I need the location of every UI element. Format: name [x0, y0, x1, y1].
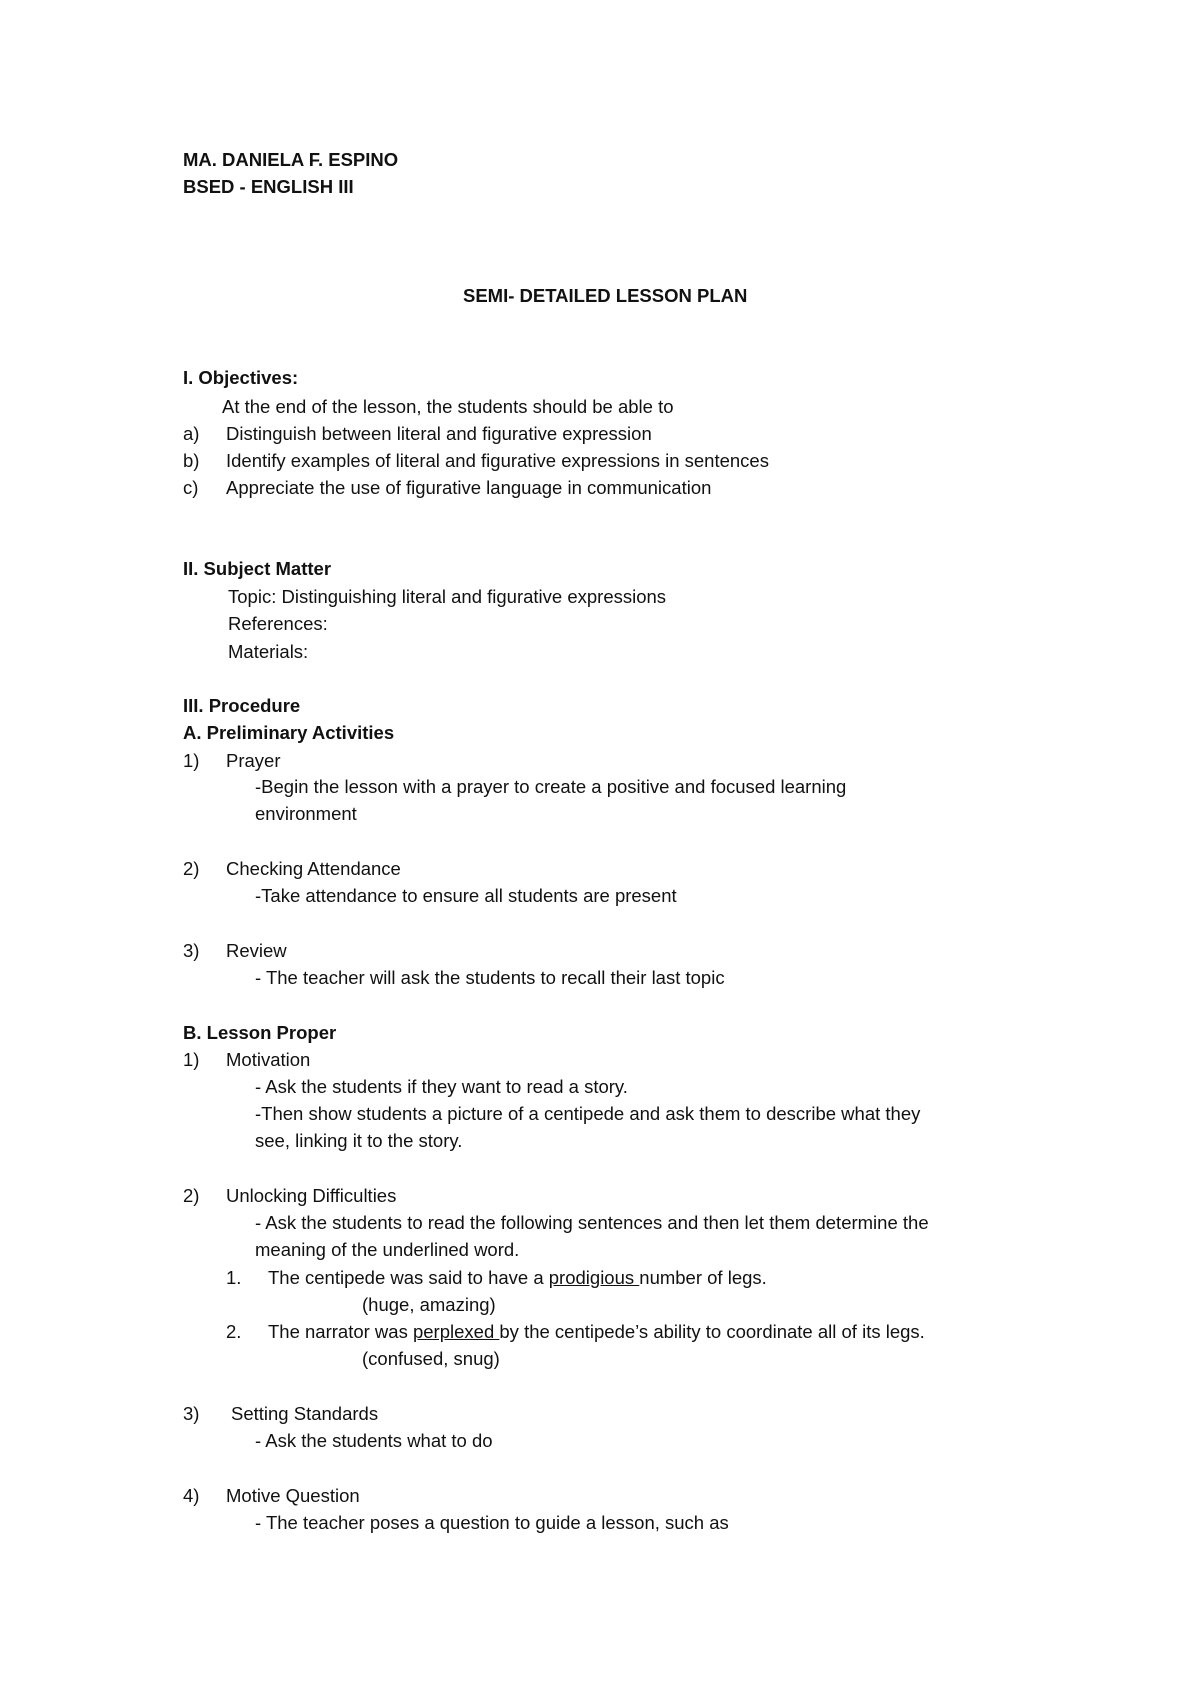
step-label-standards: Setting Standards — [231, 1403, 379, 1424]
step-detail: - Ask the students what to do — [255, 1430, 493, 1451]
subject-references: References: — [228, 613, 328, 634]
objectives-intro: At the end of the lesson, the students should be able to — [222, 396, 674, 417]
sentence-text: by the centipede’s ability to coordinate all of its legs. — [499, 1321, 925, 1342]
sentence-number: 2. — [226, 1321, 242, 1342]
step-marker: 2) — [183, 858, 200, 879]
word-choices: (huge, amazing) — [362, 1294, 496, 1315]
step-detail: -Begin the lesson with a prayer to create a positive and focused learning — [255, 776, 847, 797]
underlined-word: perplexed — [412, 1321, 500, 1342]
sentence-text: number of legs. — [639, 1267, 767, 1288]
step-label-motivation: Motivation — [226, 1049, 311, 1070]
step-label-unlocking: Unlocking Difficulties — [226, 1185, 397, 1206]
lesson-proper-heading: B. Lesson Proper — [183, 1022, 337, 1043]
word-choices: (confused, snug) — [362, 1348, 500, 1369]
subject-matter-heading: II. Subject Matter — [183, 558, 332, 579]
vocabulary-sentence — [268, 1267, 767, 1289]
step-detail: - Ask the students if they want to read a story. — [255, 1076, 628, 1097]
step-detail: environment — [255, 803, 357, 824]
sentence-number: 1. — [226, 1267, 242, 1288]
step-marker: 2) — [183, 1185, 200, 1206]
vocabulary-sentence — [268, 1321, 925, 1343]
underlined-word: prodigious — [548, 1267, 640, 1288]
objectives-heading: I. Objectives: — [183, 367, 299, 388]
sentence-text: The centipede was said to have a — [268, 1267, 549, 1288]
step-detail: see, linking it to the story. — [255, 1130, 463, 1151]
step-marker: 1) — [183, 750, 200, 771]
step-detail: - The teacher poses a question to guide a lesson, such as — [255, 1512, 729, 1533]
objective-marker: c) — [183, 477, 199, 498]
subject-materials: Materials: — [228, 641, 309, 662]
step-detail: - The teacher will ask the students to recall their last topic — [255, 967, 725, 988]
preliminary-heading: A. Preliminary Activities — [183, 722, 395, 743]
step-marker: 3) — [183, 940, 200, 961]
step-marker: 4) — [183, 1485, 200, 1506]
objective-item: Appreciate the use of figurative language in communication — [226, 477, 712, 498]
objective-item: Distinguish between literal and figurative expression — [226, 423, 652, 444]
step-label-motive-question: Motive Question — [226, 1485, 360, 1506]
objective-marker: b) — [183, 450, 200, 471]
procedure-heading: III. Procedure — [183, 695, 301, 716]
step-label-attendance: Checking Attendance — [226, 858, 401, 879]
document-title: SEMI- DETAILED LESSON PLAN — [463, 285, 748, 306]
sentence-text: The narrator was — [268, 1321, 413, 1342]
author-name: MA. DANIELA F. ESPINO — [183, 149, 399, 170]
step-marker: 3) — [183, 1403, 200, 1424]
step-detail: meaning of the underlined word. — [255, 1239, 520, 1260]
course-label: BSED - ENGLISH III — [183, 176, 354, 197]
step-label-prayer: Prayer — [226, 750, 281, 771]
step-detail: - Ask the students to read the following sentences and then let them determine the — [255, 1212, 929, 1233]
step-marker: 1) — [183, 1049, 200, 1070]
step-label-review: Review — [226, 940, 287, 961]
subject-topic: Topic: Distinguishing literal and figurative expressions — [228, 586, 667, 607]
step-detail: -Then show students a picture of a centipede and ask them to describe what they — [255, 1103, 921, 1124]
objective-item: Identify examples of literal and figurative expressions in sentences — [226, 450, 769, 471]
objective-marker: a) — [183, 423, 200, 444]
step-detail: -Take attendance to ensure all students are present — [255, 885, 677, 906]
